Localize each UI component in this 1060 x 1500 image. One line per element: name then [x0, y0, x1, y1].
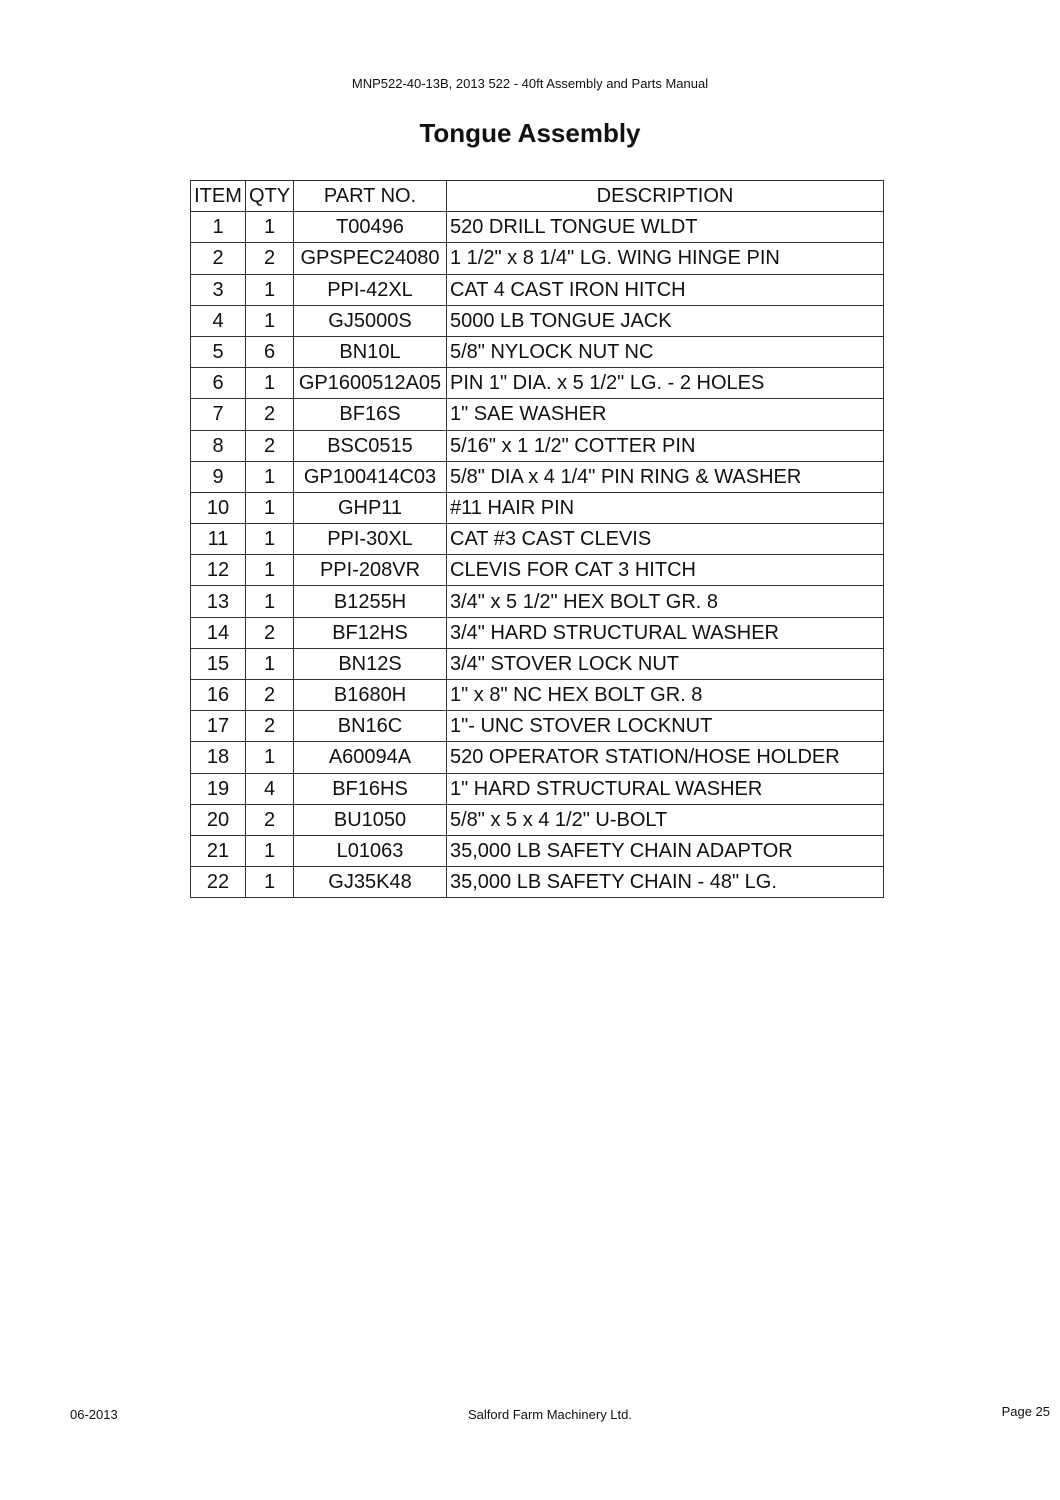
description-cell: 5000 LB TONGUE JACK	[447, 305, 884, 336]
item-cell: 21	[191, 835, 246, 866]
item-cell: 16	[191, 680, 246, 711]
table-row	[191, 524, 884, 555]
table-row	[191, 617, 884, 648]
item-cell: 2	[191, 243, 246, 274]
qty-cell: 1	[246, 586, 294, 617]
description-cell: CAT 4 CAST IRON HITCH	[447, 274, 884, 305]
table-row	[191, 711, 884, 742]
table-row	[191, 274, 884, 305]
item-cell: 14	[191, 617, 246, 648]
column-header-qty: QTY	[246, 181, 294, 212]
description-cell: 1"- UNC STOVER LOCKNUT	[447, 711, 884, 742]
description-cell: 3/4" STOVER LOCK NUT	[447, 648, 884, 679]
table-row	[191, 680, 884, 711]
table-row	[191, 773, 884, 804]
qty-cell: 1	[246, 555, 294, 586]
description-cell: 3/4" HARD STRUCTURAL WASHER	[447, 617, 884, 648]
description-cell: 5/8" DIA x 4 1/4" PIN RING & WASHER	[447, 461, 884, 492]
part-no-cell: BSC0515	[294, 430, 447, 461]
table-row	[191, 212, 884, 243]
item-cell: 3	[191, 274, 246, 305]
table-row	[191, 492, 884, 523]
qty-cell: 1	[246, 524, 294, 555]
table-row	[191, 461, 884, 492]
part-no-cell: GP1600512A05	[294, 368, 447, 399]
parts-table-body	[191, 212, 884, 898]
item-cell: 19	[191, 773, 246, 804]
part-no-cell: BF16HS	[294, 773, 447, 804]
description-cell: 1" HARD STRUCTURAL WASHER	[447, 773, 884, 804]
item-cell: 12	[191, 555, 246, 586]
part-no-cell: PPI-30XL	[294, 524, 447, 555]
description-cell: 35,000 LB SAFETY CHAIN - 48" LG.	[447, 867, 884, 898]
part-no-cell: B1680H	[294, 680, 447, 711]
item-cell: 20	[191, 804, 246, 835]
description-cell: 5/16" x 1 1/2" COTTER PIN	[447, 430, 884, 461]
qty-cell: 2	[246, 399, 294, 430]
part-no-cell: BF16S	[294, 399, 447, 430]
qty-cell: 1	[246, 742, 294, 773]
description-cell: 3/4" x 5 1/2" HEX BOLT GR. 8	[447, 586, 884, 617]
part-no-cell: GJ35K48	[294, 867, 447, 898]
table-row	[191, 835, 884, 866]
description-cell: 1 1/2" x 8 1/4" LG. WING HINGE PIN	[447, 243, 884, 274]
description-cell: 1" x 8" NC HEX BOLT GR. 8	[447, 680, 884, 711]
part-no-cell: PPI-42XL	[294, 274, 447, 305]
item-cell: 5	[191, 336, 246, 367]
item-cell: 4	[191, 305, 246, 336]
description-cell: 5/8" NYLOCK NUT NC	[447, 336, 884, 367]
qty-cell: 1	[246, 492, 294, 523]
qty-cell: 1	[246, 274, 294, 305]
qty-cell: 2	[246, 430, 294, 461]
part-no-cell: A60094A	[294, 742, 447, 773]
table-row	[191, 648, 884, 679]
part-no-cell: BU1050	[294, 804, 447, 835]
section-heading: Tongue Assembly	[419, 118, 641, 148]
footer-date: 06-2013	[70, 1407, 118, 1422]
table-row	[191, 368, 884, 399]
part-no-cell: BN16C	[294, 711, 447, 742]
table-row	[191, 586, 884, 617]
table-row	[191, 305, 884, 336]
qty-cell: 2	[246, 243, 294, 274]
column-header-part-no: PART NO.	[294, 181, 447, 212]
item-cell: 13	[191, 586, 246, 617]
description-cell: PIN 1" DIA. x 5 1/2" LG. - 2 HOLES	[447, 368, 884, 399]
part-no-cell: GP100414C03	[294, 461, 447, 492]
qty-cell: 1	[246, 212, 294, 243]
footer-page-number: Page 25	[1001, 1404, 1050, 1419]
column-header-item: ITEM	[191, 181, 246, 212]
table-header-row	[191, 181, 884, 212]
item-cell: 11	[191, 524, 246, 555]
qty-cell: 1	[246, 835, 294, 866]
part-no-cell: L01063	[294, 835, 447, 866]
description-cell: CAT #3 CAST CLEVIS	[447, 524, 884, 555]
item-cell: 10	[191, 492, 246, 523]
part-no-cell: GJ5000S	[294, 305, 447, 336]
footer-company: Salford Farm Machinery Ltd.	[467, 1407, 632, 1422]
item-cell: 22	[191, 867, 246, 898]
table-row	[191, 336, 884, 367]
item-cell: 9	[191, 461, 246, 492]
qty-cell: 2	[246, 680, 294, 711]
table-row	[191, 430, 884, 461]
table-row	[191, 243, 884, 274]
item-cell: 15	[191, 648, 246, 679]
qty-cell: 1	[246, 648, 294, 679]
item-cell: 17	[191, 711, 246, 742]
qty-cell: 1	[246, 305, 294, 336]
item-cell: 7	[191, 399, 246, 430]
part-no-cell: T00496	[294, 212, 447, 243]
parts-table	[190, 180, 884, 898]
part-no-cell: GPSPEC24080	[294, 243, 447, 274]
qty-cell: 1	[246, 368, 294, 399]
manual-title: MNP522-40-13B, 2013 522 - 40ft Assembly and Parts Manual	[351, 76, 709, 91]
table-row	[191, 867, 884, 898]
table-row	[191, 399, 884, 430]
qty-cell: 1	[246, 461, 294, 492]
table-row	[191, 804, 884, 835]
part-no-cell: PPI-208VR	[294, 555, 447, 586]
table-row	[191, 742, 884, 773]
description-cell: 520 OPERATOR STATION/HOSE HOLDER	[447, 742, 884, 773]
description-cell: 35,000 LB SAFETY CHAIN ADAPTOR	[447, 835, 884, 866]
description-cell: #11 HAIR PIN	[447, 492, 884, 523]
part-no-cell: BN12S	[294, 648, 447, 679]
qty-cell: 2	[246, 711, 294, 742]
table-row	[191, 555, 884, 586]
part-no-cell: BN10L	[294, 336, 447, 367]
item-cell: 6	[191, 368, 246, 399]
item-cell: 8	[191, 430, 246, 461]
description-cell: 1" SAE WASHER	[447, 399, 884, 430]
qty-cell: 4	[246, 773, 294, 804]
qty-cell: 6	[246, 336, 294, 367]
description-cell: 5/8" x 5 x 4 1/2" U-BOLT	[447, 804, 884, 835]
item-cell: 18	[191, 742, 246, 773]
description-cell: CLEVIS FOR CAT 3 HITCH	[447, 555, 884, 586]
qty-cell: 2	[246, 804, 294, 835]
part-no-cell: GHP11	[294, 492, 447, 523]
column-header-description: DESCRIPTION	[447, 181, 884, 212]
qty-cell: 1	[246, 867, 294, 898]
part-no-cell: B1255H	[294, 586, 447, 617]
description-cell: 520 DRILL TONGUE WLDT	[447, 212, 884, 243]
item-cell: 1	[191, 212, 246, 243]
part-no-cell: BF12HS	[294, 617, 447, 648]
qty-cell: 2	[246, 617, 294, 648]
